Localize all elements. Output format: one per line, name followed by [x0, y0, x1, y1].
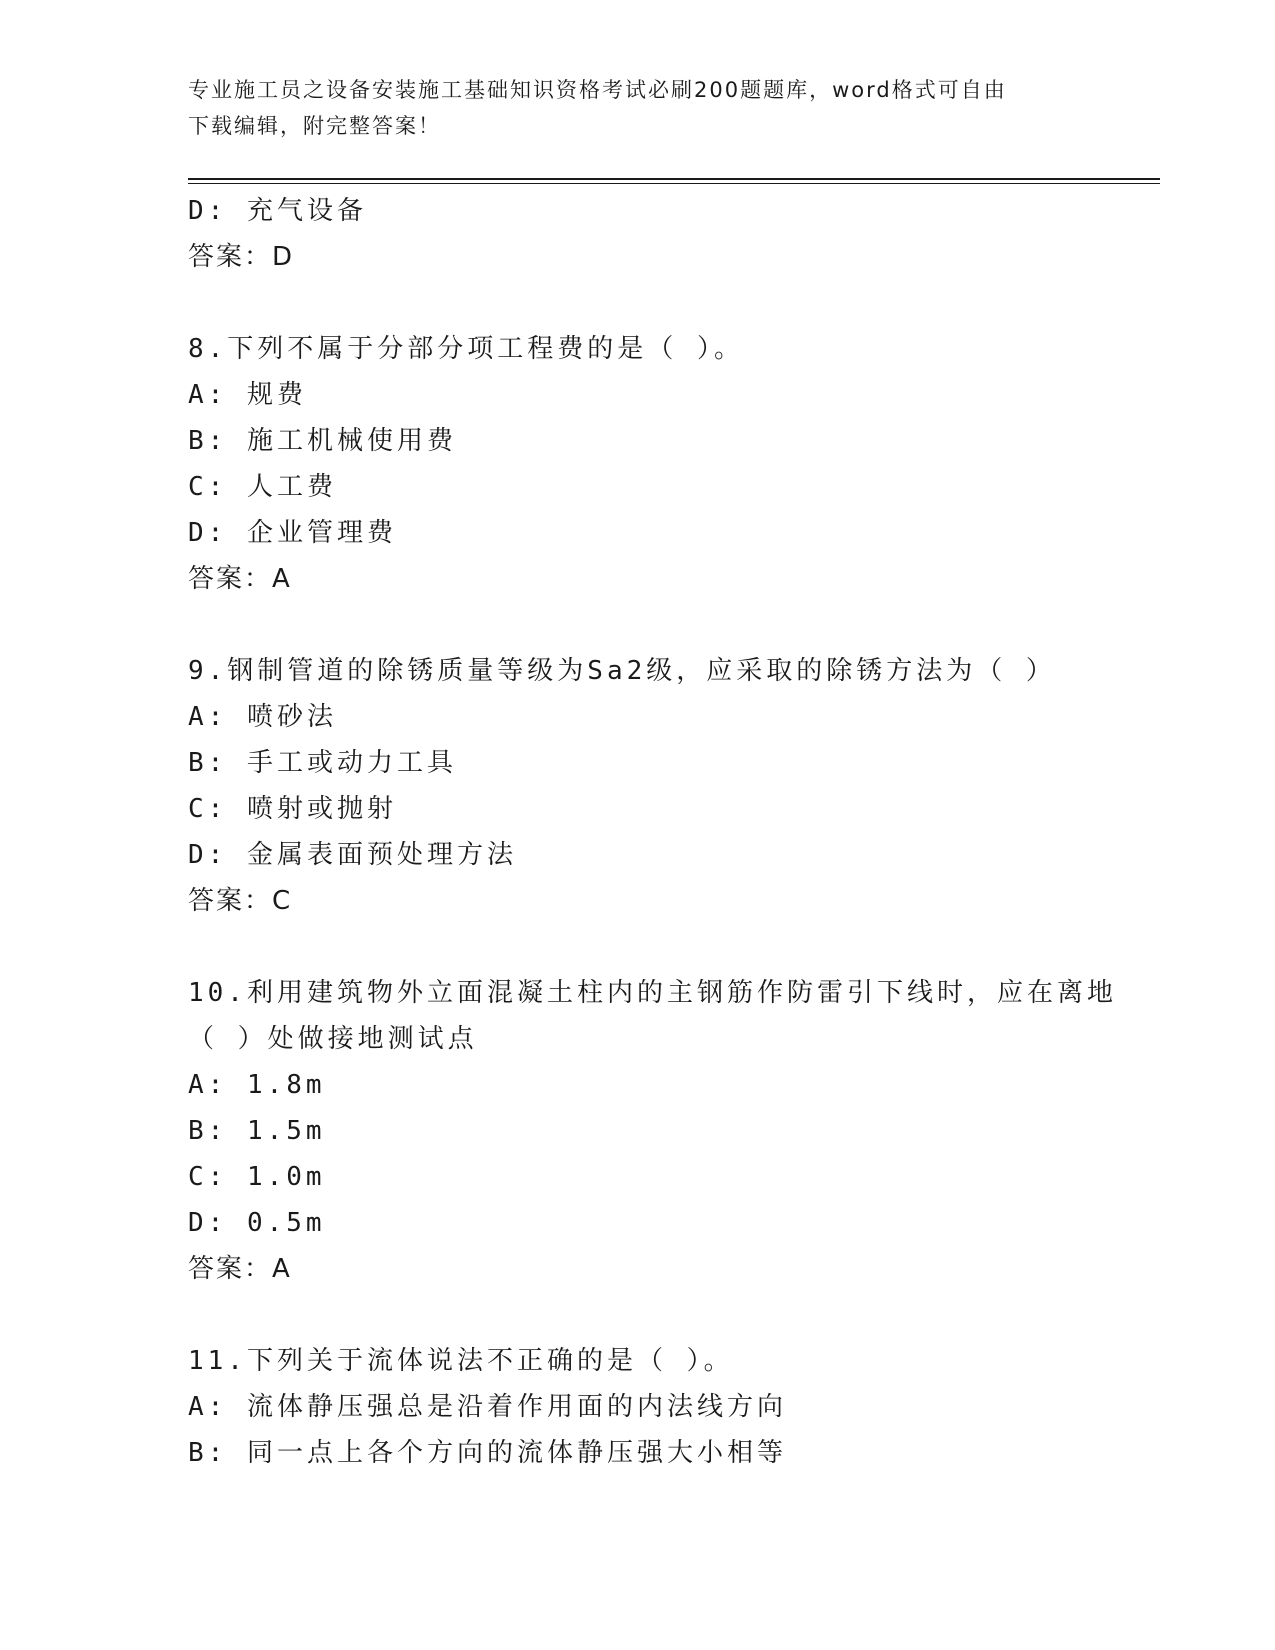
option-a: A: 规费	[188, 380, 307, 410]
option-d: D: 金属表面预处理方法	[188, 840, 517, 870]
option-a: A: 流体静压强总是沿着作用面的内法线方向	[188, 1392, 787, 1422]
option-b: B: 施工机械使用费	[188, 426, 457, 456]
page-header	[188, 72, 1088, 144]
option-a: A: 喷砂法	[188, 702, 337, 732]
option-b: B: 1.5m	[188, 1116, 326, 1146]
question-stem: 8.下列不属于分部分项工程费的是（ ）。	[188, 334, 744, 364]
header-divider-thin	[188, 183, 1160, 184]
spacer	[188, 280, 1148, 326]
answer: 答案：A	[188, 1254, 292, 1284]
answer: 答案：A	[188, 564, 292, 594]
option-d: D: 企业管理费	[188, 518, 397, 548]
option-c: C: 人工费	[188, 472, 337, 502]
question-stem: 9.钢制管道的除锈质量等级为Sa2级，应采取的除锈方法为（ ）	[188, 656, 1056, 686]
header-divider-thick	[188, 178, 1160, 180]
option-c: C: 1.0m	[188, 1162, 326, 1192]
question-stem-line-1: 10.利用建筑物外立面混凝土柱内的主钢筋作防雷引下线时，应在离地	[188, 978, 1117, 1008]
question-list	[188, 188, 1148, 1476]
option-b: B: 手工或动力工具	[188, 748, 457, 778]
prev-answer: 答案：D	[188, 242, 295, 272]
option-a: A: 1.8m	[188, 1070, 326, 1100]
prev-option-d: D: 充气设备	[188, 196, 367, 226]
option-c: C: 喷射或抛射	[188, 794, 397, 824]
option-d: D: 0.5m	[188, 1208, 326, 1238]
spacer	[188, 602, 1148, 648]
header-line-2: 下载编辑，附完整答案！	[188, 114, 441, 138]
spacer	[188, 924, 1148, 970]
question-stem: 11.下列关于流体说法不正确的是（ ）。	[188, 1346, 734, 1376]
answer: 答案：C	[188, 886, 293, 916]
header-line-1: 专业施工员之设备安装施工基础知识资格考试必刷200题题库，word格式可自由	[188, 78, 1007, 102]
spacer	[188, 1292, 1148, 1338]
option-b: B: 同一点上各个方向的流体静压强大小相等	[188, 1438, 787, 1468]
question-stem-line-2: （ ）处做接地测试点	[188, 1024, 478, 1054]
